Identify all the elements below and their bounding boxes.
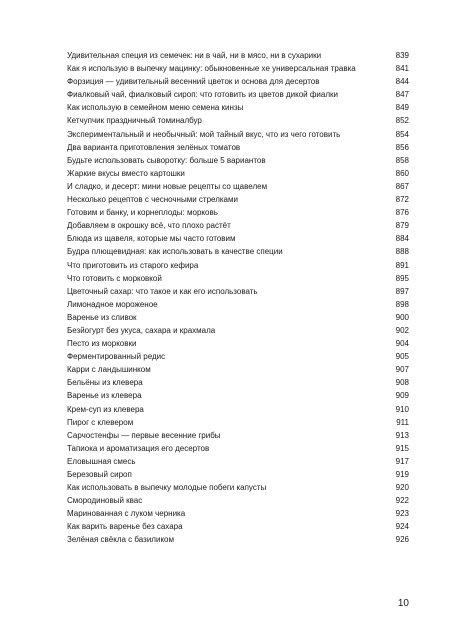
toc-entry-title: Будьте использовать сыворотку: больше 5 вариантов	[67, 155, 266, 165]
toc-entry-title: Фиалковый чай, фиалковый сироп: что готовить из цветов дикой фиалки	[67, 90, 338, 100]
toc-entry	[67, 520, 409, 533]
toc-entry-title: Форзиция — удивительный весенний цветок и основа для десертов	[67, 77, 320, 87]
toc-entry	[67, 442, 409, 455]
toc-entry-title: Готовим и банку, и корнеплоды: морковь	[67, 208, 218, 218]
toc-entry-title: Песто из морковки	[67, 339, 137, 349]
toc-entry	[67, 389, 409, 402]
toc-entry	[67, 206, 409, 219]
toc-entry-page: 905	[395, 352, 409, 362]
toc-entry	[67, 167, 409, 180]
toc-entry-title: Ферментированный редис	[67, 352, 166, 362]
toc-entry-page: 898	[395, 299, 409, 309]
toc-entry-title: Еловышная смесь	[67, 456, 136, 466]
toc-entry-title: И сладко, и десерт: мини новые рецепты со щавелем	[67, 181, 268, 191]
toc-entry	[67, 141, 409, 154]
toc-entry	[67, 376, 409, 389]
toc-entry-title: Березовый сироп	[67, 470, 132, 479]
toc-entry-title: Крем-суп из клевера	[67, 404, 144, 414]
toc-entry	[67, 429, 409, 442]
toc-entry	[67, 272, 409, 285]
toc-entry	[67, 259, 409, 272]
toc-entry	[67, 180, 409, 193]
toc-entry-title: Тапиока и ароматизация его десертов	[67, 443, 210, 453]
toc-entry-page: 917	[395, 456, 409, 466]
toc-entry	[67, 455, 409, 468]
toc-entry	[67, 128, 409, 141]
toc-entry	[67, 245, 409, 258]
toc-entry-page: 860	[395, 168, 409, 178]
toc-entry-page: 895	[395, 273, 409, 283]
toc-entry-title: Жаркие вкусы вместо картошки	[67, 168, 185, 178]
toc-entry-page: 924	[395, 522, 409, 532]
toc-entry-page: 919	[395, 470, 409, 479]
toc-entry	[67, 363, 409, 376]
toc-entry-title: Сарчостенфы — первые весенние грибы	[67, 430, 221, 440]
toc-entry-page: 920	[395, 483, 409, 493]
toc-entry-title: Маринованная с луком черника	[67, 509, 186, 519]
toc-entry	[67, 49, 409, 62]
toc-entry-page: 907	[395, 365, 409, 375]
toc-entry	[67, 193, 409, 206]
toc-entry-title: Как использовать в выпечку молодые побеги капусты	[67, 483, 267, 493]
toc-entry-title: Что приготовить из старого кефира	[67, 260, 199, 270]
toc-entry-page: 909	[395, 391, 409, 401]
toc-entry-page: 913	[395, 430, 409, 440]
toc-entry-page: 879	[395, 221, 409, 231]
toc-entry-page: 858	[395, 155, 409, 165]
toc-entry-title: Зелёная свёкла с базиликом	[67, 535, 174, 545]
toc-entry-title: Добавляем в окрошку всё, что плохо растёт	[67, 221, 231, 231]
toc-entry-page: 852	[395, 116, 409, 126]
toc-entry-page: 872	[395, 195, 409, 205]
toc-entry-page: 911	[396, 417, 409, 427]
toc-entry-page: 888	[395, 247, 409, 257]
toc-entry-page: 900	[395, 312, 409, 322]
toc-entry-page: 854	[395, 129, 409, 139]
toc-entry	[67, 324, 409, 337]
toc-entry-title: Будра плющевидная: как использовать в качестве специи	[67, 247, 283, 257]
toc-entry-page: 849	[395, 103, 409, 113]
toc-entry-title: Удивительная специя из семечек: ни в чай, ни в мясо, ни в сухарики	[67, 51, 322, 60]
toc-entry-page: 897	[395, 286, 409, 296]
toc-entry-title: Кетчупчик праздничный томиналбур	[67, 116, 202, 126]
toc-entry-title: Карри с ландышинком	[67, 365, 151, 375]
toc-entry-page: 904	[395, 339, 409, 349]
toc-entry	[67, 154, 409, 167]
toc-entry-page: 841	[395, 64, 409, 74]
toc-entry-page: 915	[395, 443, 409, 453]
toc-entry	[67, 114, 409, 127]
toc-entry-title: Варенье из клевера	[67, 391, 142, 401]
toc-entry	[67, 468, 409, 481]
toc-entry	[67, 337, 409, 350]
toc-entry	[67, 219, 409, 232]
toc-entry-page: 876	[395, 208, 409, 218]
toc-entry-page: 910	[395, 404, 409, 414]
toc-entry-title: Безйогурт без укуса, сахара и крахмала	[67, 325, 216, 335]
toc-entry	[67, 285, 409, 298]
toc-entry	[67, 481, 409, 494]
toc-entry-page: 856	[395, 142, 409, 152]
toc-entry-page: 902	[395, 325, 409, 335]
toc-entry-title: Экспериментальный и необычный: мой тайный вкус, что из чего готовить	[67, 129, 341, 139]
toc-entry-title: Два варианта приготовления зелёных томатов	[67, 142, 241, 152]
toc-entry	[67, 232, 409, 245]
toc-entry-title: Блюда из щавеля, которые мы часто готовим	[67, 234, 236, 244]
toc-entry	[67, 494, 409, 507]
toc-entry-title: Варенье из сливок	[67, 312, 137, 322]
toc-entry	[67, 533, 409, 546]
toc-entry-title: Несколько рецептов с чесночными стрелками	[67, 195, 238, 205]
toc-entry-page: 922	[395, 496, 409, 506]
toc-entry-page: 926	[395, 535, 409, 545]
toc-entry-title: Как варить варенье без сахара	[67, 522, 183, 532]
toc-entry	[67, 416, 409, 429]
toc-entry	[67, 298, 409, 311]
toc-entry-page: 923	[395, 509, 409, 519]
toc-entry-title: Смородиновый квас	[67, 496, 143, 506]
toc-entry-title: Бельёны из клевера	[67, 378, 143, 388]
toc-entry-title: Цветочный сахар: что такое и как его использовать	[67, 286, 258, 296]
toc-entry	[67, 62, 409, 75]
toc-entry-title: Пирог с клевером	[67, 417, 134, 427]
toc-entry	[67, 507, 409, 520]
toc-entry-title: Что готовить с морковкой	[67, 273, 162, 283]
toc-entry	[67, 403, 409, 416]
toc-entry-page: 884	[395, 234, 409, 244]
toc-entry-page: 844	[395, 77, 409, 87]
toc-entry	[67, 311, 409, 324]
toc-entry	[67, 350, 409, 363]
toc-entry-page: 847	[395, 90, 409, 100]
toc-entry-title: Как я использую в выпечку мацинку: обыкновенные хе универсальная травка	[67, 64, 356, 74]
toc-entry-page: 891	[395, 260, 409, 270]
toc-entry-page: 867	[395, 181, 409, 191]
table-of-contents	[67, 49, 409, 547]
toc-entry	[67, 101, 409, 114]
toc-entry-title: Как использую в семейном меню семена кинзы	[67, 103, 244, 113]
toc-entry-page: 839	[395, 51, 409, 60]
toc-entry	[67, 88, 409, 101]
toc-entry	[67, 75, 409, 88]
toc-entry-title: Лимонадное мороженое	[67, 299, 158, 309]
toc-entry-page: 908	[395, 378, 409, 388]
page-number: 10	[397, 598, 409, 609]
